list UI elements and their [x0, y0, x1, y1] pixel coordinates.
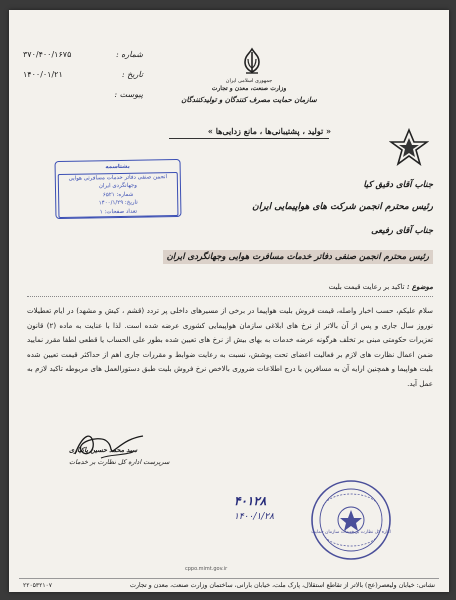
header-organization: سازمان حمایت مصرف کنندگان و تولیدکنندگان [181, 95, 317, 104]
letter-date-label: تاریخ : [121, 70, 143, 79]
stamp-pages: تعداد صفحات: ۱ [99, 208, 138, 215]
letter-body-paragraph: سلام علیکم، حسب اخبار واصله، قیمت فروش بلیت هواپیما در برخی از مسیرهای داخلی پر تردد (قشم ، کیش و مشهد) در ایام تعطیلات نوروز سال جاری و پس از آن بالاتر از نرخ های ابلاغی سازمان هواپیمایی کشوری عرضه شده است. لذا با عنایت به ماده (۲) قانون تعزیرات حکومتی مبنی بر تخلف هرگونه عرضه خدمات به بهای بیش از نرخ های تعیین شده بطور علی الحساب یا قطعی لطفا مقرر نمایید ضمن اعمال نظارت های لازم بر فعالیت اعضای تحت پوشش، نسبت به رعایت ضوابط و مقررات جاری اهم از حداکثر قیمت تعیین شده بلیت هواپیما و همچنین ارایه آن به مسافرین با درج اطلاعات ضروری بالاخص نرخ فروش بلیت طبق دستورالعمل های مربوطه تاکید لازم به عمل آید. [27, 306, 433, 388]
received-number: ۴۰۱۲۸ [234, 494, 267, 508]
stamp-number: شماره: ۶۵۲۱ [102, 191, 134, 198]
year-motto: « تولید ، پشتیبانی‌ها ، مانع زدایی‌ها » [207, 126, 331, 136]
subject-separator [27, 296, 433, 297]
letter-number-value: ۳۷۰/۴۰۰/۱۶۷۵ [23, 50, 72, 59]
header-republic: جمهوری اسلامی ایران [225, 78, 273, 84]
letter-date-value: ۱۴۰۰/۰۱/۲۱ [23, 70, 63, 79]
footer-divider [19, 578, 439, 579]
attachment-row [23, 90, 143, 99]
addressee-name-2: جناب آقای رفیعی [371, 226, 433, 236]
letter-number-row [23, 50, 143, 59]
subject-label: موضوع : [406, 282, 433, 291]
letter-page [9, 10, 449, 592]
stamp-association-name: انجمن صنفی دفاتر خدمات مسافرتی هوایی وجهانگردی ایران [68, 173, 168, 190]
footer-phone: ۲۲۰۵۳۲۱۰۷ [23, 582, 53, 589]
footer-address: نشانی: خیابان ولیعصر(عج) بالاتر از تقاطع استقلال، پارک ملت، خیابان بارانی، ساختمان وزارت صنعت، معدن و تجارت [129, 582, 435, 589]
received-date: ۱۴۰۰/۱/۲۸ [234, 512, 274, 522]
attachment-label: پیوست : [114, 90, 143, 99]
letter-date-row [23, 70, 143, 79]
letter-number-label: شماره : [115, 50, 143, 59]
footer-website: cppo.mimt.gov.ir [185, 566, 228, 572]
addressee-name-1: جناب آقای دقیق کیا [363, 180, 433, 190]
signatory-name: سید محمد حسین پاکیاری [69, 446, 138, 454]
official-round-stamp-icon [309, 478, 393, 562]
stamp-heading: بشتاسمه [105, 163, 130, 171]
subject-text: تاکید بر رعایت قیمت بلیت [328, 283, 405, 291]
signatory-title: سرپرست اداره کل نظارت بر خدمات [69, 458, 170, 466]
organization-star-logo-icon [389, 128, 429, 168]
addressee-title-1: رئیس محترم انجمن شرکت های هواپیمایی ایران [252, 202, 433, 212]
association-receipt-stamp [55, 159, 182, 219]
motto-underline [169, 138, 329, 139]
subject-line [329, 282, 433, 291]
stamp-date: تاریخ: ۱۴۰۰/۱/۲۹ [98, 199, 138, 207]
round-stamp-text: اداره کل نظارت بر خدمات سازمان حمایت [311, 530, 391, 535]
iran-emblem-icon [239, 46, 265, 76]
addressee-title-2: رئیس محترم انجمن صنفی دفاتر خدمات مسافرت هوایی وجهانگردی ایران [163, 250, 433, 264]
header-ministry: وزارت صنعت، معدن و تجارت [211, 85, 287, 92]
